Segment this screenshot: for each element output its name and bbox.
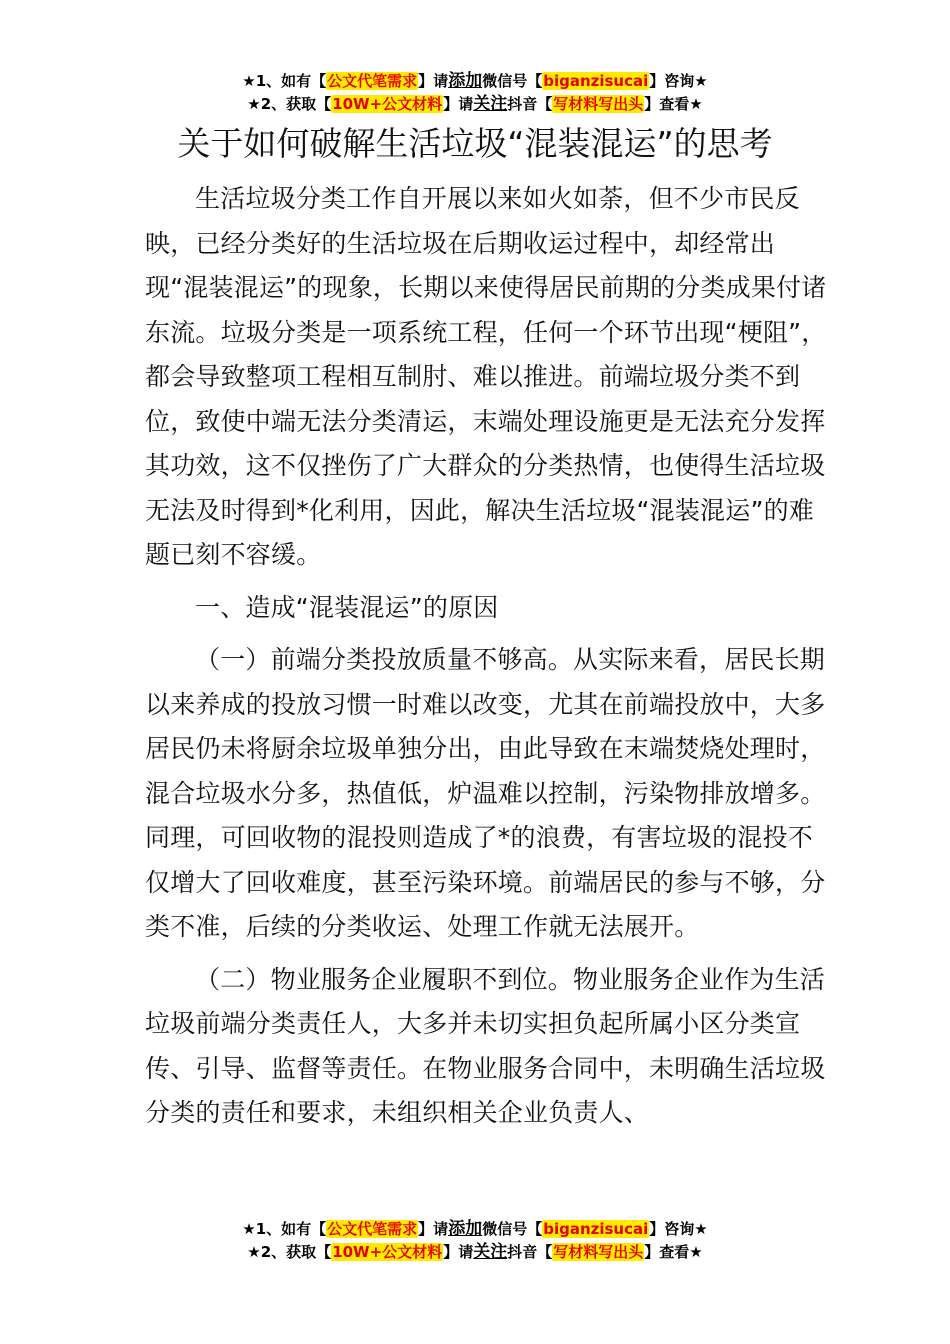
promo-highlight: 10W+公文材料 bbox=[332, 95, 443, 113]
promo-text: ★1、如有【 bbox=[242, 1220, 327, 1238]
promo-highlight: 写材料写出头 bbox=[553, 95, 644, 113]
promo-emphasis: 添加 bbox=[448, 1219, 483, 1239]
promo-emphasis: 关注 bbox=[473, 1242, 508, 1262]
promo-text: 微信号【 bbox=[482, 1220, 543, 1238]
paragraph-cause-1: （一）前端分类投放质量不够高。从实际来看，居民长期以来养成的投放习惯一时难以改变，尤其在前端投放中，大多居民仍未将厨余垃圾单独分出，由此导致在末端焚烧处理时，混合垃圾水分多，热值低，炉温难以控制，污染物排放增多。同理，可回收物的混投则造成了*的浪费，有害垃圾的混投不仅增大了回收难度，甚至污染环境。前端居民的参与不够，分类不准，后续的分类收运、处理工作就无法展开。 bbox=[145, 645, 826, 941]
promo-text: ★2、获取【 bbox=[247, 1243, 332, 1261]
promo-text: 】咨询★ bbox=[649, 1220, 708, 1238]
promo-text: 】请 bbox=[418, 1220, 449, 1238]
promo-line-1 bbox=[0, 1218, 950, 1241]
section-heading: 一、造成“混装混运”的原因 bbox=[195, 592, 499, 622]
promo-text: 】请 bbox=[443, 1243, 474, 1261]
promo-emphasis: 添加 bbox=[448, 71, 483, 91]
promo-text: 】查看★ bbox=[644, 95, 703, 113]
promo-line-2 bbox=[0, 93, 950, 116]
promo-text: 】查看★ bbox=[644, 1243, 703, 1261]
promo-text: 微信号【 bbox=[482, 72, 543, 90]
promo-banner-bottom bbox=[0, 1218, 950, 1264]
promo-highlight: 10W+公文材料 bbox=[332, 1243, 443, 1261]
document-body bbox=[145, 177, 830, 1136]
promo-text: 】请 bbox=[443, 95, 474, 113]
promo-highlight: 写材料写出头 bbox=[553, 1243, 644, 1261]
promo-emphasis: 关注 bbox=[473, 94, 508, 114]
promo-text: 抖音【 bbox=[507, 95, 553, 113]
promo-highlight: biganzisucai bbox=[543, 1220, 649, 1238]
promo-text: ★1、如有【 bbox=[242, 72, 327, 90]
document-title: 关于如何破解生活垃圾“混装混运”的思考 bbox=[177, 124, 773, 163]
promo-text: 】请 bbox=[418, 72, 449, 90]
promo-highlight: 公文代笔需求 bbox=[327, 1220, 418, 1238]
promo-banner-top bbox=[0, 70, 950, 116]
paragraph-cause-2: （二）物业服务企业履职不到位。物业服务企业作为生活垃圾前端分类责任人，大多并未切实担负起所属小区分类宣传、引导、监督等责任。在物业服务合同中，未明确生活垃圾分类的责任和要求，未组织相关企业负责人、 bbox=[145, 964, 826, 1127]
paragraph-intro: 生活垃圾分类工作自开展以来如火如荼，但不少市民反映，已经分类好的生活垃圾在后期收运过程中，却经常出现“混装混运”的现象，长期以来使得居民前期的分类成果付诸东流。垃圾分类是一项系统工程，任何一个环节出现“梗阻”，都会导致整项工程相互制肘、难以推进。前端垃圾分类不到位，致使中端无法分类清运，末端处理设施更是无法充分发挥其功效，这不仅挫伤了广大群众的分类热情，也使得生活垃圾无法及时得到*化利用，因此，解决生活垃圾“混装混运”的难题已刻不容缓。 bbox=[145, 184, 827, 569]
promo-text: 抖音【 bbox=[507, 1243, 553, 1261]
promo-highlight: 公文代笔需求 bbox=[327, 72, 418, 90]
promo-highlight: biganzisucai bbox=[543, 72, 649, 90]
promo-text: 】咨询★ bbox=[649, 72, 708, 90]
promo-text: ★2、获取【 bbox=[247, 95, 332, 113]
promo-line-2 bbox=[0, 1241, 950, 1264]
promo-line-1 bbox=[0, 70, 950, 93]
